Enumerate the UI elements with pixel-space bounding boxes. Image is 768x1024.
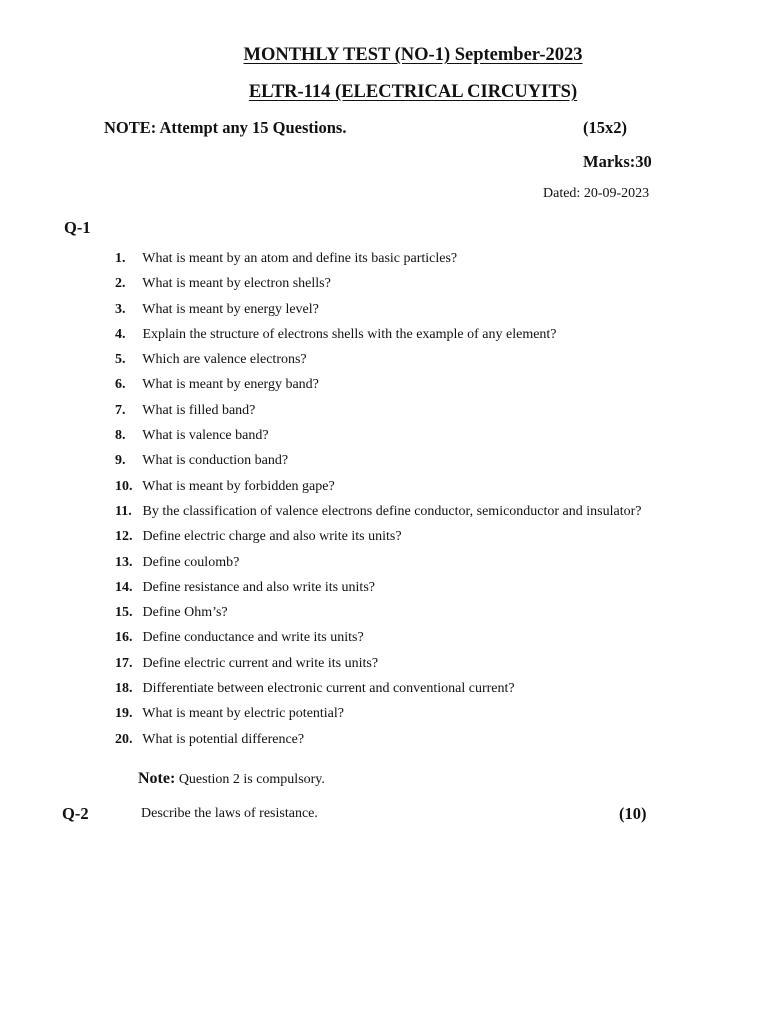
question-item bbox=[115, 529, 641, 554]
question-text: What is conduction band? bbox=[142, 453, 289, 469]
question-item bbox=[115, 428, 641, 453]
question-text: What is potential difference? bbox=[142, 731, 305, 747]
question-item bbox=[115, 706, 641, 731]
question-text: What is meant by electric potential? bbox=[142, 706, 344, 722]
question-1-label: Q-1 bbox=[64, 218, 91, 237]
attempt-note: NOTE: Attempt any 15 Questions. bbox=[104, 118, 347, 137]
question-number: 9. bbox=[115, 453, 126, 469]
question-text: What is valence band? bbox=[142, 428, 269, 444]
question-text: What is meant by energy band? bbox=[142, 377, 319, 393]
question-number: 10. bbox=[115, 478, 133, 494]
question-number: 8. bbox=[115, 428, 126, 444]
question-text: Define electric current and write its units? bbox=[142, 655, 379, 671]
question-text: Which are valence electrons? bbox=[142, 352, 307, 368]
question-item bbox=[115, 377, 641, 402]
question-item bbox=[115, 681, 641, 706]
question-item bbox=[115, 580, 641, 605]
question-number: 20. bbox=[115, 731, 133, 747]
question-item bbox=[115, 403, 641, 428]
question-number: 18. bbox=[115, 681, 133, 697]
question-item bbox=[115, 504, 641, 529]
question-text: Explain the structure of electrons shells with the example of any element? bbox=[142, 326, 557, 342]
question-number: 4. bbox=[115, 326, 126, 342]
question-item bbox=[115, 605, 641, 630]
question-number: 7. bbox=[115, 402, 126, 418]
question-item bbox=[115, 251, 641, 276]
question-number: 13. bbox=[115, 554, 133, 570]
question-text: What is meant by electron shells? bbox=[142, 276, 331, 292]
question-2-text: Describe the laws of resistance. bbox=[141, 806, 318, 821]
question-item bbox=[115, 732, 641, 757]
question-text: What is filled band? bbox=[142, 402, 256, 418]
question-text: By the classification of valence electrons define conductor, semiconductor and insulator? bbox=[142, 503, 642, 519]
question-text: Define conductance and write its units? bbox=[142, 630, 364, 646]
compulsory-note-label: Note: bbox=[138, 770, 176, 787]
question-text: Differentiate between electronic current and conventional current? bbox=[142, 681, 515, 697]
compulsory-note bbox=[138, 770, 325, 788]
question-item bbox=[115, 479, 641, 504]
question-number: 15. bbox=[115, 605, 133, 621]
question-item bbox=[115, 302, 641, 327]
marks-breakdown: (15x2) bbox=[583, 118, 627, 137]
question-text: What is meant by forbidden gape? bbox=[142, 478, 335, 494]
course-title: ELTR-114 (ELECTRICAL CIRCUYITS) bbox=[248, 82, 578, 102]
question-text: Define Ohm’s? bbox=[142, 605, 228, 621]
question-item bbox=[115, 453, 641, 478]
question-text: Define coulomb? bbox=[142, 554, 240, 570]
question-item bbox=[115, 555, 641, 580]
question-2-label: Q-2 bbox=[62, 804, 89, 823]
question-text: Define electric charge and also write its units? bbox=[142, 529, 402, 545]
question-number: 19. bbox=[115, 706, 133, 722]
marks-total: Marks:30 bbox=[583, 152, 652, 171]
question-text: What is meant by energy level? bbox=[142, 301, 319, 317]
question-number: 12. bbox=[115, 529, 133, 545]
test-title: MONTHLY TEST (NO-1) September-2023 bbox=[243, 45, 583, 65]
question-item bbox=[115, 276, 641, 301]
question-number: 1. bbox=[115, 251, 126, 266]
question-item bbox=[115, 327, 641, 352]
question-number: 11. bbox=[115, 503, 132, 519]
question-text: Define resistance and also write its units? bbox=[142, 579, 375, 595]
question-1-list bbox=[115, 251, 641, 757]
question-item bbox=[115, 352, 641, 377]
question-number: 16. bbox=[115, 630, 133, 646]
question-text: What is meant by an atom and define its basic particles? bbox=[142, 251, 458, 266]
test-date: Dated: 20-09-2023 bbox=[543, 186, 650, 201]
question-number: 14. bbox=[115, 579, 133, 595]
question-number: 5. bbox=[115, 352, 126, 368]
question-number: 6. bbox=[115, 377, 126, 393]
question-number: 2. bbox=[115, 276, 126, 292]
question-number: 17. bbox=[115, 655, 133, 671]
question-item bbox=[115, 630, 641, 655]
question-2-marks: (10) bbox=[619, 804, 647, 823]
question-number: 3. bbox=[115, 301, 126, 317]
compulsory-note-text: Question 2 is compulsory. bbox=[178, 772, 325, 787]
question-item bbox=[115, 656, 641, 681]
